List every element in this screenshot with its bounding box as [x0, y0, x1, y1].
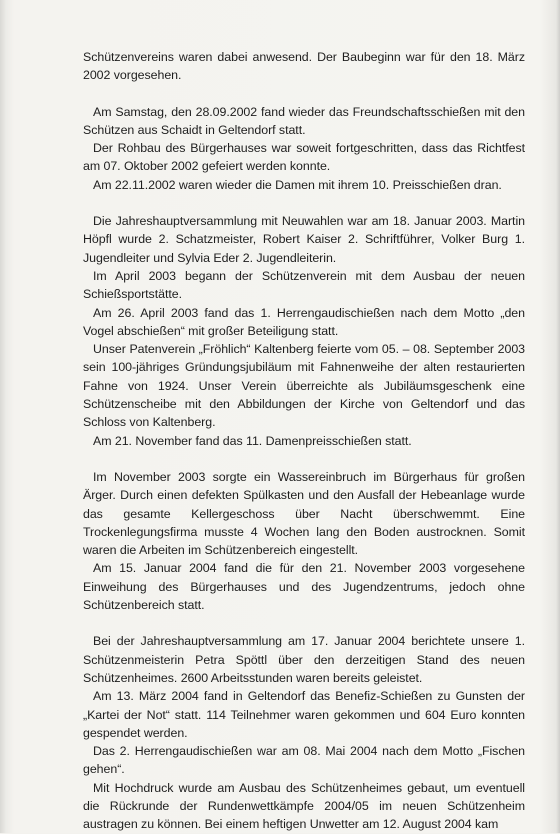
paragraph: Mit Hochdruck wurde am Ausbau des Schützenheimes gebaut, um eventuell die Rückrunde der Rundenwettkämpfe 2004/05 im neuen Schützenheim austragen zu können. Bei einem heftigen Unwetter am 12. August 2004 kam: [83, 780, 525, 832]
paragraph: Unser Patenverein „Fröhlich“ Kaltenberg feierte vom 05. – 08. September 2003 sein 100-jähriges Gründungsjubiläum mit Fahnenweihe der alten restaurierten Fahne von 1924. Unser Verein überreichte als Jubiläumsgeschenk eine Schützenscheibe mit den Abbildungen der Kirche von Geltendorf und das Schloss von Kaltenberg.: [83, 342, 525, 430]
paragraph-gap: [83, 450, 525, 468]
paragraph: Am Samstag, den 28.09.2002 fand wieder das Freundschaftsschießen mit den Schützen aus Schaidt in Geltendorf statt.: [83, 104, 525, 137]
paragraph: Bei der Jahreshauptversammlung am 17. Januar 2004 berichtete unsere 1. Schützenmeisterin Petra Spöttl über den derzeitigen Stand des neuen Schützenheimes. 2600 Arbeitsstunden waren bereits geleistet.: [83, 634, 525, 685]
paragraph: Am 21. November fand das 11. Damenpreisschießen statt.: [93, 433, 412, 448]
paragraph: Im November 2003 sorgte ein Wassereinbruch im Bürgerhaus für großen Ärger. Durch einen defekten Spülkasten und den Ausfall der Hebeanlage wurde das gesamte Kellergeschoss über Nacht überschwemmt. Eine Trockenlegungsfirma musste 4 Wochen lang den Boden austrocknen. Somit waren die Arbeiten im Schützenbereich eingestellt.: [83, 469, 525, 558]
paragraph: Am 26. April 2003 fand das 1. Herrengaudischießen nach dem Motto „den Vogel abschießen“ mit großer Beteiligung statt.: [83, 305, 525, 338]
paragraph-gap: [83, 614, 525, 632]
paragraph: Das 2. Herrengaudischießen war am 08. Mai 2004 nach dem Motto „Fischen gehen“.: [83, 744, 525, 777]
paragraph-gap: [83, 85, 525, 103]
paragraph: Der Rohbau des Bürgerhauses war soweit fortgeschritten, dass das Richtfest am 07. Oktober 2002 gefeiert werden konnte.: [83, 141, 525, 174]
body-text: [83, 48, 525, 834]
paragraph: Schützenvereins waren dabei anwesend. Der Baubeginn war für den 18. März 2002 vorgesehen.: [83, 50, 525, 83]
paragraph: Im April 2003 begann der Schützenverein mit dem Ausbau der neuen Schießsportstätte.: [83, 268, 525, 302]
paragraph: Die Jahreshauptversammlung mit Neuwahlen war am 18. Januar 2003. Martin Höpfl wurde 2. Schatzmeister, Robert Kaiser 2. Schriftführer, Volker Burg 1. Jugendleiter und Sylvia Eder 2. Jugendleiterin.: [83, 214, 525, 265]
paragraph: Am 22.11.2002 waren wieder die Damen mit ihrem 10. Preisschießen dran.: [93, 177, 502, 192]
paragraph: Am 13. März 2004 fand in Geltendorf das Benefiz-Schießen zu Gunsten der „Kartei der Not“ statt. 114 Teilnehmer waren gekommen und 604 Euro konnten gespendet werden.: [83, 689, 525, 740]
paragraph: Am 15. Januar 2004 fand die für den 21. November 2003 vorgesehene Einweihung des Bürgerhauses und des Jugendzentrums, jedoch ohne Schützenbereich statt.: [83, 561, 525, 613]
paragraph-gap: [83, 194, 525, 212]
